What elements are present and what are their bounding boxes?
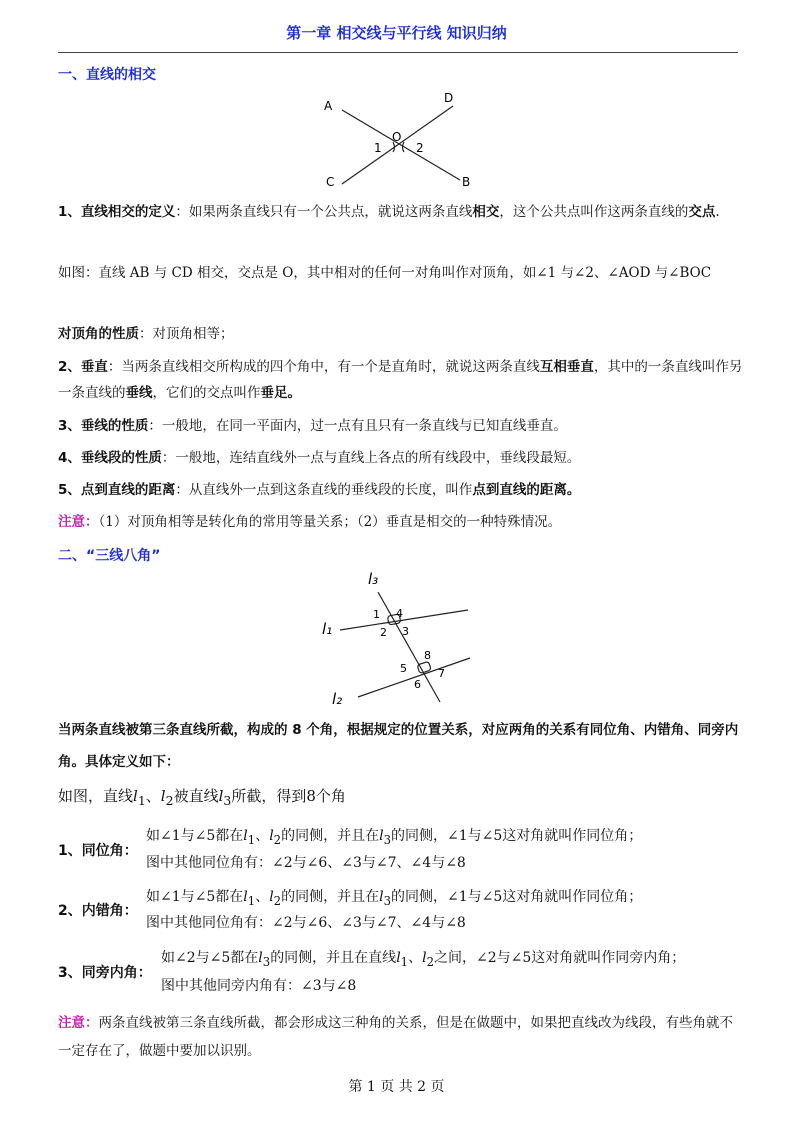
def-label-co-interior: 3、同旁内角： (58, 965, 152, 981)
label-b: B (462, 175, 471, 189)
def-corresponding-line1: 如∠1与∠5都在$l_1$、$l_2$的同侧，并且在$l_3$的同侧，∠1与∠5这对角就叫作同位角； (146, 828, 643, 847)
example-paragraph: 如图：直线 AB 与 CD 相交，交点是 O，其中相对的任何一对角叫作对顶角，如∠1 与∠2、∠AOD 与∠BOC (58, 265, 712, 281)
figure-intro: 如图，直线$l_1$、$l_2$被直线$l_3$所截，得到8个角 (58, 787, 346, 808)
title-divider (58, 52, 738, 53)
vertical-angle-property: 对顶角的性质：对顶角相等； (58, 326, 234, 342)
label-c: C (326, 175, 335, 189)
section1-heading: 一、直线的相交 (58, 67, 156, 83)
def-label-corresponding: 1、同位角： (58, 843, 138, 859)
page-footer: 第 1 页 共 2 页 (348, 1079, 445, 1095)
page-title: 第一章 相交线与平行线 知识归纳 (286, 24, 507, 42)
label-l1: l₁ (322, 620, 333, 638)
def-alternate-line2: 图中其他同位角有：∠2与∠6、∠3与∠7、∠4与∠8 (146, 915, 466, 931)
three-lines-eight-angles-figure (310, 562, 490, 712)
label-l3: l₃ (368, 570, 379, 588)
angle-label-2: 2 (380, 626, 387, 639)
def-alternate-line1: 如∠1与∠5都在$l_1$、$l_2$的同侧，并且在$l_3$的同侧，∠1与∠5这对角就叫作同位角； (146, 889, 643, 908)
definition-2: 2、垂直：当两条直线相交所构成的四个角中，有一个是直角时，就说这两条直线互相垂直，其中的一条直线叫作另一条直线的垂线，它们的交点叫作垂足。 (58, 359, 743, 401)
angle-label-4: 4 (396, 607, 403, 620)
definition-3: 3、垂线的性质：一般地，在同一平面内，过一点有且只有一条直线与已知直线垂直。 (58, 418, 567, 434)
def-co-interior-line2: 图中其他同旁内角有：∠3与∠8 (161, 978, 357, 994)
note-2: 注意：两条直线被第三条直线所截，都会形成这三种角的关系，但是在做题中，如果把直线改为线段，有些角就不一定存在了，做题中要加以识别。 (58, 1015, 733, 1059)
section2-heading: 二、“三线八角” (58, 548, 161, 564)
line-ab (342, 110, 460, 180)
line-l3 (378, 592, 440, 702)
label-l2: l₂ (332, 690, 343, 708)
def-corresponding-line2: 图中其他同位角有：∠2与∠6、∠3与∠7、∠4与∠8 (146, 855, 466, 871)
note-1: 注意：（1）对顶角相等是转化角的常用等量关系；（2）垂直是相交的一种特殊情况。 (58, 514, 562, 530)
intersecting-lines-figure (300, 88, 500, 192)
three-lines-intro: 当两条直线被第三条直线所截，构成的 8 个角，根据规定的位置关系，对应两角的关系有同位角、内错角、同旁内角。具体定义如下： (58, 722, 739, 770)
def-co-interior-line1: 如∠2与∠5都在$l_3$的同侧，并且在直线$l_1$、$l_2$之间，∠2与∠5这对角就叫作同旁内角； (161, 950, 686, 969)
line-cd (342, 106, 453, 184)
definition-1: 1、直线相交的定义：如果两条直线只有一个公共点，就说这两条直线相交，这个公共点叫作这两条直线的交点. (58, 204, 720, 220)
definition-4: 4、垂线段的性质：一般地，连结直线外一点与直线上各点的所有线段中，垂线段最短。 (58, 450, 581, 466)
angle-label-7: 7 (438, 667, 445, 680)
def-label-alternate: 2、内错角： (58, 903, 138, 919)
label-a: A (324, 99, 333, 113)
label-o: O (392, 130, 402, 144)
angle-label-3: 3 (402, 625, 409, 638)
angle-label-8: 8 (424, 649, 431, 662)
definition-5: 5、点到直线的距离：从直线外一点到这条直线的垂线段的长度，叫作点到直线的距离。 (58, 482, 581, 498)
angle-label-6: 6 (414, 678, 421, 691)
label-1: 1 (374, 141, 382, 155)
angle-label-1: 1 (373, 608, 380, 621)
angle-label-5: 5 (400, 662, 407, 675)
label-2: 2 (416, 141, 424, 155)
label-d: D (444, 91, 454, 105)
